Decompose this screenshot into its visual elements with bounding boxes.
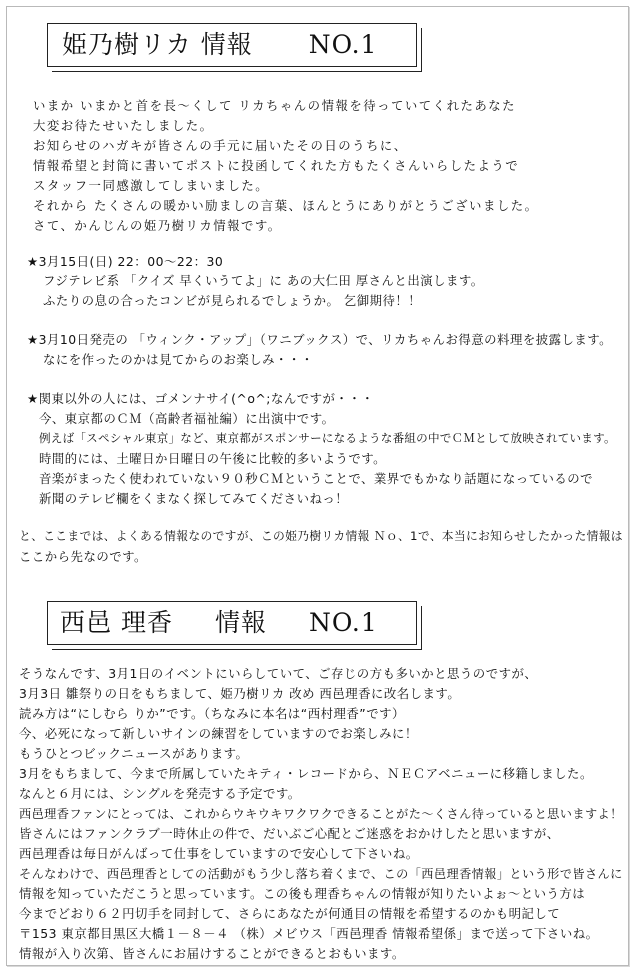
bridge-line: と、ここまでは、よくある情報なのですが、この姫乃樹リカ情報 Ｎｏ、1で、本当にお知らせしたかった情報は — [19, 529, 623, 543]
intro-line: お知らせのハガキが皆さんの手元に届いたその日のうちに、 — [33, 138, 408, 153]
title-label: 情報 — [214, 608, 267, 637]
news-item-line: 時間的には、土曜日か日曜日の午後に比較的多いようです。 — [39, 451, 387, 466]
news-item-line: なにを作ったのかは見てからのお楽しみ・・・ — [43, 352, 314, 367]
body-line: 今までどおり６２円切手を同封して、さらにあなたが何通目の情報を希望するのかも明記して — [19, 906, 561, 921]
body-line: 3月3日 雛祭りの日をもちまして、姫乃樹リカ 改め 西邑理香に改名します。 — [19, 686, 461, 701]
news-item-heading: ★関東以外の人には、ゴメンナサイ(^o^;なんですが・・・ — [27, 391, 375, 406]
news-item-line: 新聞のテレビ欄をくまなく探してみてくださいねっ！ — [39, 491, 349, 506]
body-line: 3月をもちまして、今まで所属していたキティ・レコードから、ＮＥＣアベニューに移籍しました。 — [19, 766, 593, 781]
title-name: 姫乃樹リカ 情報 — [62, 30, 253, 59]
title-number: NO.1 — [309, 608, 378, 637]
news-item-line: 例えば「スペシャル東京」など、東京都がスポンサーになるような番組の中でＣＭとして放映されています。 — [39, 431, 616, 445]
intro-line: それから たくさんの暖かい励ましの言葉、ほんとうにありがとうございました。 — [33, 198, 539, 213]
body-line: 今、必死になって新しいサインの練習をしていますのでお楽しみに！ — [19, 726, 418, 741]
body-line: 情報が入り次第、皆さんにお届けすることができるとおもいます。 — [19, 946, 405, 961]
bridge-line: ここから先なのです。 — [19, 549, 147, 564]
body-line: 〒153 東京都目黒区大橋１－８－４ （株）メビウス「西邑理香 情報希望係」まで送って下さいね。 — [19, 926, 599, 941]
body-line: 情報を知っていただこうと思っています。この後も理香ちゃんの情報が知りたいよぉ～という方は — [19, 886, 586, 901]
intro-line: いまか いまかと首を長～くして リカちゃんの情報を待っていてくれたあなた — [33, 98, 517, 113]
body-line: 皆さんにはファンクラブ一時休止の件で、だいぶご心配とご迷惑をおかけしたと思いますが、 — [19, 826, 560, 841]
section-title-nishimura-rika — [47, 601, 417, 645]
intro-line: 情報希望と封筒に書いてポストに投函してくれた方もたくさんいらしたようで — [33, 158, 520, 173]
news-item-line: 今、東京都のＣＭ（高齢者福祉編）に出演中です。 — [39, 411, 335, 426]
section-title-himenogi-rika — [47, 23, 417, 67]
body-line: 読み方は“にしむら りか”です。（ちなみに本名は“西村理香”です） — [19, 706, 405, 721]
title-number: NO.1 — [308, 30, 378, 59]
title-name-family: 西邑 — [60, 608, 113, 637]
title-name-given: 理香 — [120, 608, 173, 637]
newsletter-page — [6, 6, 629, 966]
news-item-heading: ★3月10日発売の 「ウィンク・アップ」（ワニブックス）で、リカちゃんお得意の料理を披露します。 — [27, 332, 613, 347]
body-line: そうなんです、3月1日のイベントにいらしていて、ご存じの方も多いかと思うのですが、 — [19, 666, 538, 681]
news-item-line: 音楽がまったく使われていない９０秒ＣＭということで、業界でもかなり話題になっているので — [39, 471, 594, 486]
intro-line: さて、かんじんの姫乃樹リカ情報です。 — [33, 218, 282, 233]
body-line: 西邑理香ファンにとっては、これからウキウキワクワクできることがた～くさん待っていると思いますよ！ — [19, 807, 623, 821]
body-line: もうひとつビックニュースがあります。 — [19, 746, 249, 761]
intro-line: スタッフ一同感激してしまいました。 — [33, 178, 270, 193]
body-line: 西邑理香は毎日がんばって仕事をしていますので安心して下さいね。 — [19, 846, 419, 861]
body-line: なんと６月には、シングルを発売する予定です。 — [19, 786, 301, 801]
intro-line: 大変お待たせいたしました。 — [33, 118, 214, 133]
body-line: そんなわけで、西邑理香としての活動がもう少し落ち着くまで、この「西邑理香情報」という形で皆さんに — [19, 867, 623, 881]
news-item-heading: ★3月15日(日) 22：00～22：30 — [27, 254, 224, 269]
news-item-line: ふたりの息の合ったコンビが見られるでしょうか。 乞御期待！！ — [43, 293, 422, 308]
news-item-line: フジテレビ系 「クイズ 早くいうてよ」に あの大仁田 厚さんと出演します。 — [43, 273, 484, 288]
